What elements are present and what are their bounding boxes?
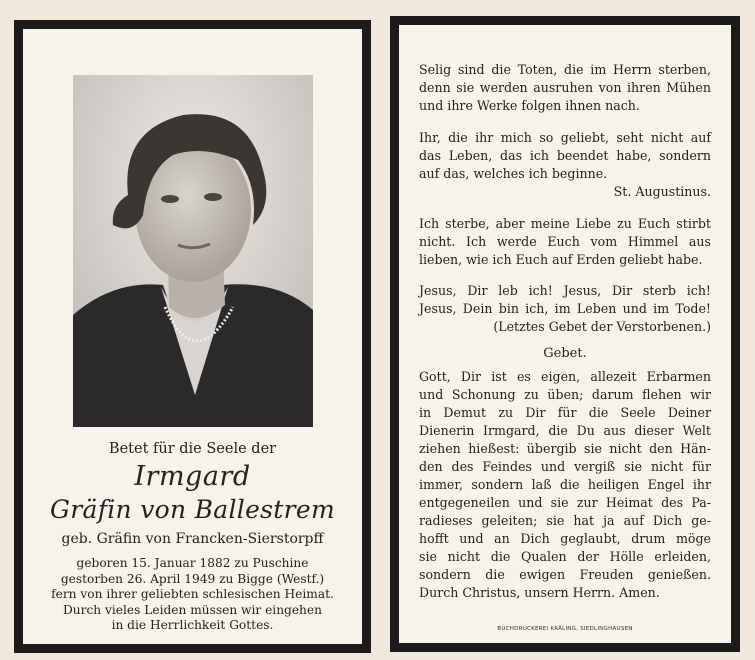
glory-line: in die Herrlichkeit Gottes. (111, 618, 274, 632)
prayer-intro: Betet für die Seele der (108, 441, 277, 457)
quote-line: lieben, wie ich Euch auf Erden geliebt habe. (419, 252, 703, 267)
portrait-illustration (73, 75, 313, 427)
quote-attribution: St. Augustinus. (613, 184, 711, 199)
beatitude-verse (419, 61, 711, 115)
printer-imprint: BUCHDRUCKEREI KRÄLING, SIEDLINGHAUSEN (497, 626, 633, 632)
gebet-line: radieses geleiten; sie hat ja auf Dich ge- (419, 513, 711, 528)
portrait-photo (73, 75, 313, 427)
prayer-line: Jesus, Dir leb ich! Jesus, Dir sterb ich! (419, 283, 711, 298)
gebet-heading: Gebet. (543, 346, 587, 361)
gebet-line: hofft und an Dich geglaubt, drum möge (419, 531, 711, 546)
deceased-title-name: Gräfin von Ballestrem (49, 495, 336, 524)
gebet-line: immer, sondern laß die heiligen Engel ihr (419, 477, 711, 492)
quote-line: Ich sterbe, aber meine Liebe zu Euch stirbt (419, 216, 711, 231)
deceased-first-name: Irmgard (134, 461, 251, 492)
gebet-line: Durch Christus, unsern Herrn. Amen. (419, 585, 660, 600)
quote-line: Ihr, die ihr mich so geliebt, seht nicht auf (419, 130, 711, 145)
memorial-card-front (14, 20, 371, 653)
verse-line: Selig sind die Toten, die im Herrn sterben, (419, 62, 711, 77)
prayer-attribution: (Letztes Gebet der Verstorbenen.) (493, 319, 711, 334)
prayer-line: Jesus, Dein bin ich, im Leben und im Tode! (419, 301, 711, 316)
gebet-line: den des Feindes und vergiß sie nicht für (419, 459, 711, 474)
homeland-line: fern von ihrer geliebten schlesischen Heimat. (51, 587, 334, 601)
gebet-line: sie nicht die Qualen der Hölle erleiden, (419, 549, 711, 564)
augustinus-quote (419, 129, 711, 201)
life-details (23, 556, 362, 634)
last-prayer (419, 282, 711, 336)
gebet-line: entgegeneilen und sie zur Heimat des Pa- (419, 495, 711, 510)
gebet-line: Gott, Dir ist es eigen, allezeit Erbarmen (419, 369, 711, 384)
gebet-line: Dienerin Irmgard, die Du aus dieser Welt (419, 423, 711, 438)
gebet-line: sondern die ewigen Freuden genießen. (419, 567, 711, 582)
quote-line: nicht. Ich werde Euch vom Himmel aus (419, 234, 711, 249)
love-quote (419, 215, 711, 269)
quote-line: auf das, welches ich beginne. (419, 166, 608, 181)
gebet-line: ziehen hießest: übergib sie nicht den Hän- (419, 441, 711, 456)
gebet-line: in Demut zu Dir für die Seele Deiner (419, 405, 711, 420)
verse-line: und ihre Werke folgen ihnen nach. (419, 98, 640, 113)
verse-line: denn sie werden ausruhen von ihren Mühen (419, 80, 711, 95)
gebet-line: und Schonung zu üben; darum flehen wir (419, 387, 711, 402)
birth-line: geboren 15. Januar 1882 zu Puschine (76, 556, 309, 570)
quote-line: das Leben, das ich beendet habe, sondern (419, 148, 711, 163)
death-line: gestorben 26. April 1949 zu Bigge (Westf.) (60, 571, 325, 586)
suffering-line: Durch vieles Leiden müssen wir eingehen (63, 602, 322, 617)
gebet-text (419, 368, 711, 602)
memorial-card-back (390, 16, 740, 652)
maiden-name: geb. Gräfin von Francken-Sierstorpff (61, 531, 324, 547)
